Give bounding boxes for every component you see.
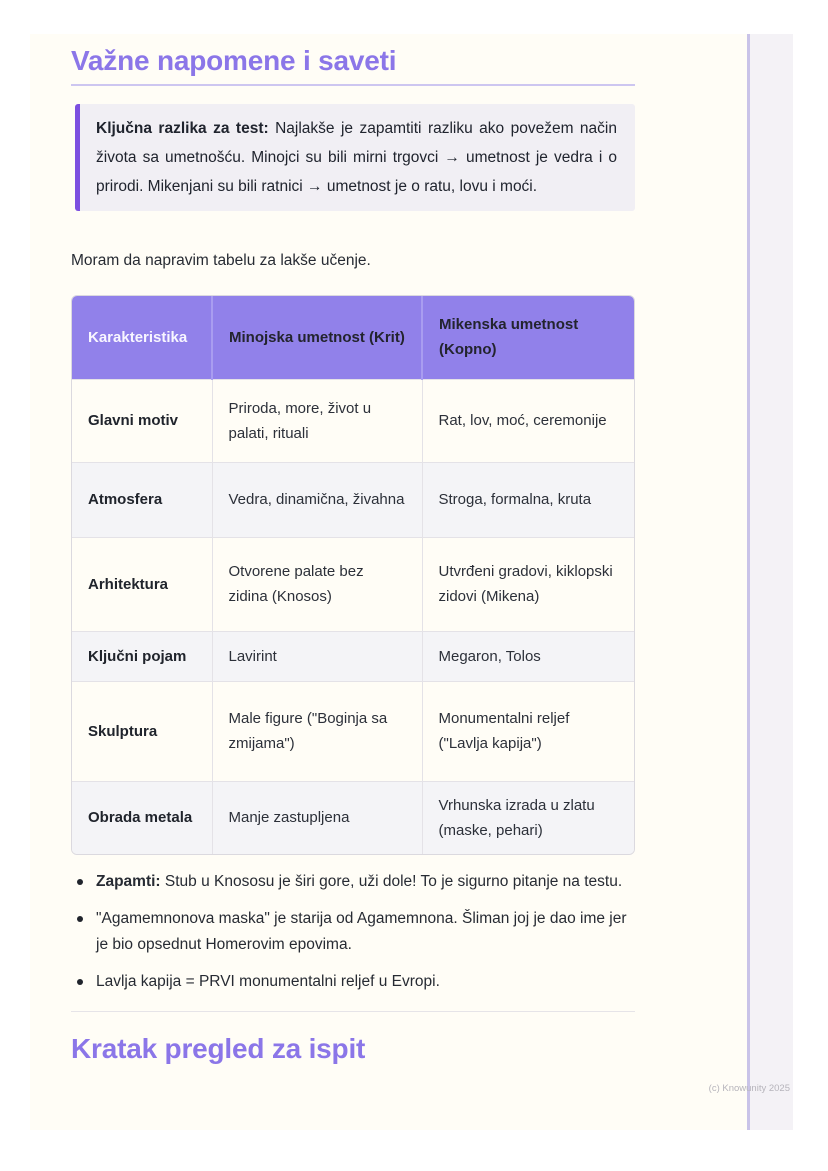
header-cell-minojska: Minojska umetnost (Krit)	[212, 296, 422, 379]
table-cell: Utvrđeni gradovi, kiklopski zidovi (Mikena)	[422, 537, 635, 631]
table-cell: Vedra, dinamična, živahna	[212, 462, 422, 537]
bullet-lead: Zapamti:	[96, 873, 161, 890]
row-label: Skulptura	[72, 681, 212, 781]
notes-list	[71, 869, 635, 995]
row-label: Atmosfera	[72, 462, 212, 537]
table-cell: Otvorene palate bez zidina (Knosos)	[212, 537, 422, 631]
watermark: (c) Knowunity 2025	[708, 1083, 790, 1094]
table-cell: Priroda, more, život u palati, rituali	[212, 379, 422, 462]
table-row	[72, 379, 635, 462]
comparison-table	[72, 296, 635, 854]
row-label: Obrada metala	[72, 781, 212, 854]
section-divider	[71, 1011, 635, 1012]
table-row	[72, 681, 635, 781]
callout-lead: Ključna razlika za test:	[96, 120, 269, 137]
table-row	[72, 462, 635, 537]
intro-paragraph: Moram da napravim tabelu za lakše učenje.	[71, 252, 371, 269]
table-header-row	[72, 296, 635, 379]
document-page	[30, 34, 793, 1130]
table-cell: Male figure ("Boginja sa zmijama")	[212, 681, 422, 781]
bullet-text: Lavlja kapija = PRVI monumentalni reljef u Evropi.	[96, 973, 440, 990]
table-row	[72, 537, 635, 631]
section-title-review: Kratak pregled za ispit	[71, 1033, 366, 1064]
table-cell: Monumentalni reljef ("Lavlja kapija")	[422, 681, 635, 781]
bullet-dot	[77, 979, 83, 985]
table-cell: Megaron, Tolos	[422, 631, 635, 681]
title-underline	[71, 84, 635, 86]
callout-text: Najlakše je zapamtiti razliku ako povežem način života sa umetnošću. Minojci su bili mirni trgovci → umetnost je vedra i o prirodi. Mikenjani su bili ratnici → umetnost je o ratu, lovu i moći.	[96, 120, 617, 195]
comparison-table-wrapper	[71, 295, 635, 855]
content-area	[71, 34, 635, 1066]
table-row	[72, 781, 635, 854]
page-right-margin	[747, 34, 793, 1130]
header-cell-karakteristika: Karakteristika	[72, 296, 212, 379]
table-row	[72, 631, 635, 681]
bullet-dot	[77, 879, 83, 885]
list-item	[75, 869, 635, 895]
table-cell: Manje zastupljena	[212, 781, 422, 854]
row-label: Ključni pojam	[72, 631, 212, 681]
table-cell: Lavirint	[212, 631, 422, 681]
header-cell-mikenska: Mikenska umetnost (Kopno)	[422, 296, 635, 379]
table-cell: Rat, lov, moć, ceremonije	[422, 379, 635, 462]
row-label: Arhitektura	[72, 537, 212, 631]
section-title-notes: Važne napomene i saveti	[71, 45, 397, 76]
row-label: Glavni motiv	[72, 379, 212, 462]
bullet-text: "Agamemnonova maska" je starija od Agamemnona. Šliman joj je dao ime jer je bio opsednut Homerovim epovima.	[96, 910, 627, 953]
table-cell: Vrhunska izrada u zlatu (maske, pehari)	[422, 781, 635, 854]
table-cell: Stroga, formalna, kruta	[422, 462, 635, 537]
bullet-dot	[77, 916, 83, 922]
list-item	[75, 969, 635, 995]
callout-box	[75, 104, 635, 211]
list-item	[75, 906, 635, 958]
bullet-text: Stub u Knososu je širi gore, uži dole! To je sigurno pitanje na testu.	[160, 873, 623, 890]
